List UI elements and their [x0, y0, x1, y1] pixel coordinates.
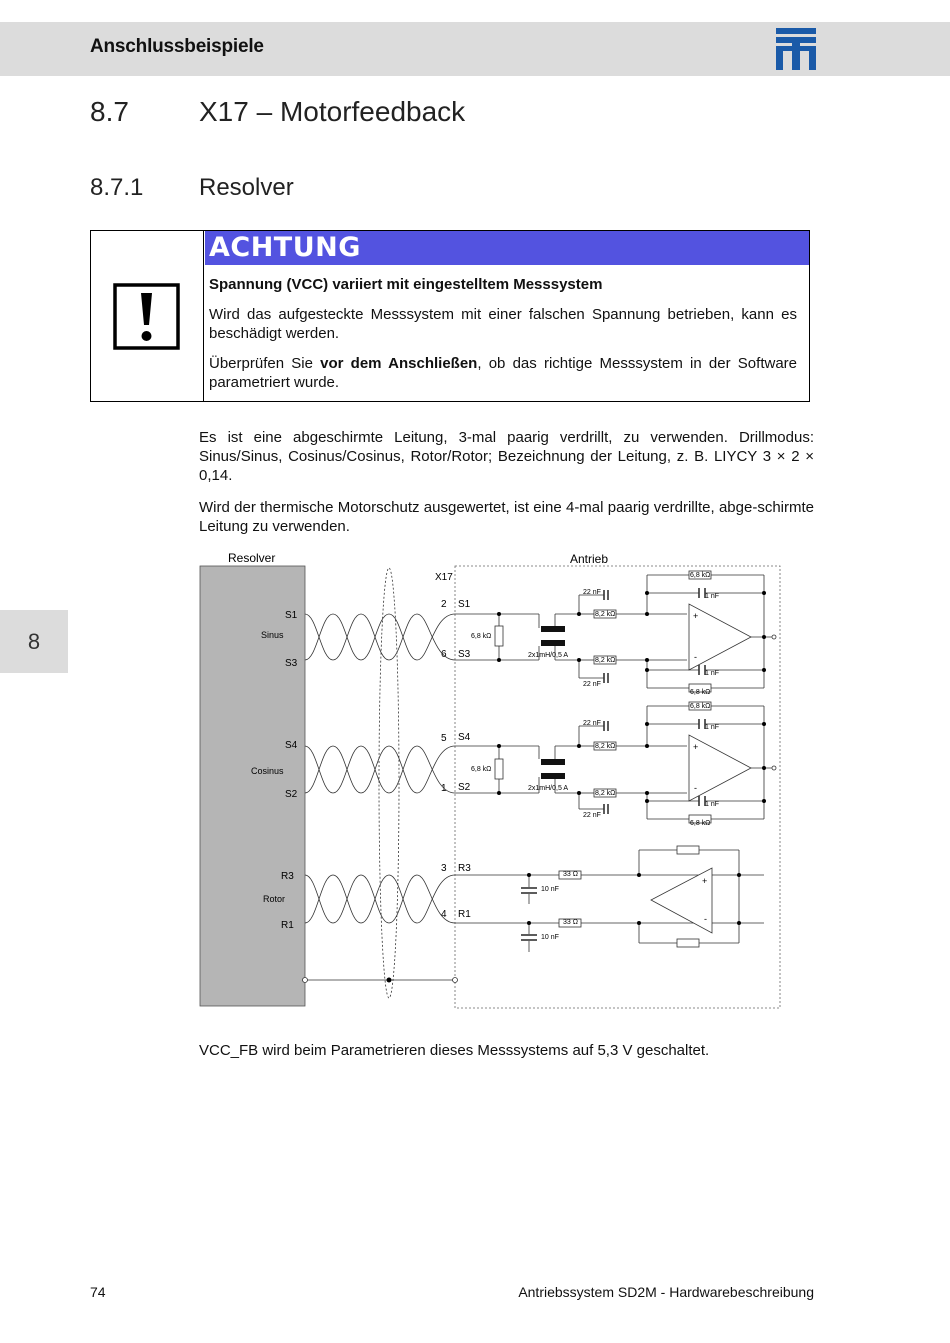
- pin-s4-left: S4: [285, 740, 298, 751]
- page-number: 74: [90, 1284, 106, 1300]
- resolver-label: Resolver: [228, 551, 276, 565]
- cos-r68-label: 6,8 kΩ: [471, 766, 492, 773]
- cos-opamp-plus: +: [693, 742, 699, 752]
- sin-opamp-minus: -: [694, 652, 697, 662]
- resolver-block: [200, 566, 305, 1006]
- company-logo: [776, 28, 816, 70]
- cos-r82-bottom: 8,2 kΩ: [595, 790, 616, 797]
- pin-r1-right: R1: [458, 909, 471, 920]
- exclamation-icon: [113, 283, 180, 350]
- sin-choke-label: 2x1mH/0,5 A: [528, 652, 569, 659]
- sin-r68-feedback-bottom: 6,8 kΩ: [690, 689, 711, 696]
- warning-text-1: Wird das aufgesteckte Messsystem mit einer falschen Spannung betrieben, kann es beschädigt werden.: [209, 306, 797, 342]
- pin-s3-right: S3: [458, 649, 471, 660]
- warning-text-2: Überprüfen Sie vor dem Anschließen, ob das richtige Messsystem in der Software parametriert wurde.: [209, 355, 797, 391]
- rotor-r33-bottom: 33 Ω: [563, 919, 578, 926]
- warning-box: [90, 230, 810, 402]
- sin-c1-top: 1 nF: [705, 593, 720, 600]
- pin-r3-right: R3: [458, 863, 471, 874]
- sin-r68-label: 6,8 kΩ: [471, 633, 492, 640]
- footer-doc-title: Antriebssystem SD2M - Hardwarebeschreibung: [518, 1284, 814, 1300]
- subsection-title: Resolver: [199, 174, 294, 201]
- pin-number-3: 3: [441, 863, 447, 874]
- section-number: 8.7: [90, 96, 129, 127]
- chapter-tab: 8: [0, 610, 68, 673]
- pin-s4-right: S4: [458, 732, 471, 743]
- pin-number-1: 1: [441, 783, 447, 794]
- resolver-wiring-diagram: [199, 548, 789, 1013]
- sin-c22-top: 22 nF: [583, 589, 601, 596]
- pin-number-5: 5: [441, 733, 447, 744]
- cos-r82-top: 8,2 kΩ: [595, 743, 616, 750]
- warning-body: [209, 275, 797, 403]
- pin-s3-left: S3: [285, 658, 298, 669]
- sin-r82-bottom: 8,2 kΩ: [595, 657, 616, 664]
- cos-opamp-minus: -: [694, 783, 697, 793]
- paragraph-thermal: Wird der thermische Motorschutz ausgewertet, ist eine 4-mal paarig verdrillte, abge-schirmte Leitung zu verwenden.: [199, 499, 814, 535]
- drive-label: Antrieb: [570, 552, 609, 566]
- sin-opamp-plus: +: [693, 611, 699, 621]
- paragraph-cable: Es ist eine abgeschirmte Leitung, 3-mal paarig verdrillt, zu verwenden. Drillmodus: Sinus/Sinus, Cosinus/Cosinus, Rotor/Rotor; Bezeichnung der Leitung, z. B. LIYCY 3 × 2 × 0,14.: [199, 429, 814, 484]
- sin-c1-bottom: 1 nF: [705, 670, 720, 677]
- cosinus-channel: [455, 702, 774, 823]
- rotor-opamp-plus: +: [702, 876, 708, 886]
- sin-c22-bottom: 22 nF: [583, 681, 601, 688]
- subsection-number: 8.7.1: [90, 174, 144, 201]
- cable-shield: [379, 568, 399, 998]
- rotor-c10-top: 10 nF: [541, 886, 559, 893]
- rotor-r33-top: 33 Ω: [563, 871, 578, 878]
- pin-s1-right: S1: [458, 599, 471, 610]
- sin-r82-top: 8,2 kΩ: [595, 611, 616, 618]
- rotor-c10-bottom: 10 nF: [541, 934, 559, 941]
- twisted-pair-sin-b: [305, 614, 455, 660]
- connector-label: X17: [435, 572, 453, 583]
- pin-number-4: 4: [441, 909, 447, 920]
- pin-s1-left: S1: [285, 610, 298, 621]
- pin-number-6: 6: [441, 649, 447, 660]
- header-title: Anschlussbeispiele: [90, 36, 264, 57]
- twisted-pair-cos-b: [305, 746, 455, 793]
- paragraph-vcc: VCC_FB wird beim Parametrieren dieses Messsystems auf 5,3 V geschaltet.: [199, 1042, 710, 1059]
- pin-r3-left: R3: [281, 871, 294, 882]
- rotor-label: Rotor: [263, 894, 286, 904]
- rotor-channel: [455, 846, 764, 952]
- rotor-opamp-minus: -: [704, 914, 707, 924]
- cosinus-label: Cosinus: [251, 766, 284, 776]
- warning-icon-cell: [91, 231, 204, 401]
- sinus-channel: [455, 571, 774, 692]
- cos-c22-top: 22 nF: [583, 720, 601, 727]
- warning-title: Spannung (VCC) variiert mit eingestelltem Messsystem: [209, 276, 603, 293]
- cos-choke-label: 2x1mH/0,5 A: [528, 785, 569, 792]
- pin-r1-left: R1: [281, 920, 294, 931]
- section-title: X17 – Motorfeedback: [199, 96, 466, 127]
- cos-c1-top: 1 nF: [705, 724, 720, 731]
- warning-heading: ACHTUNG: [205, 231, 809, 265]
- sinus-label: Sinus: [261, 630, 284, 640]
- pin-number-2: 2: [441, 599, 447, 610]
- cos-r68-feedback-bottom: 6,8 kΩ: [690, 820, 711, 827]
- pin-s2-left: S2: [285, 789, 298, 800]
- sin-r68-feedback-top: 6,8 kΩ: [690, 572, 711, 579]
- cos-r68-feedback-top: 6,8 kΩ: [690, 703, 711, 710]
- cos-c22-bottom: 22 nF: [583, 812, 601, 819]
- cos-c1-bottom: 1 nF: [705, 801, 720, 808]
- pin-s2-right: S2: [458, 782, 471, 793]
